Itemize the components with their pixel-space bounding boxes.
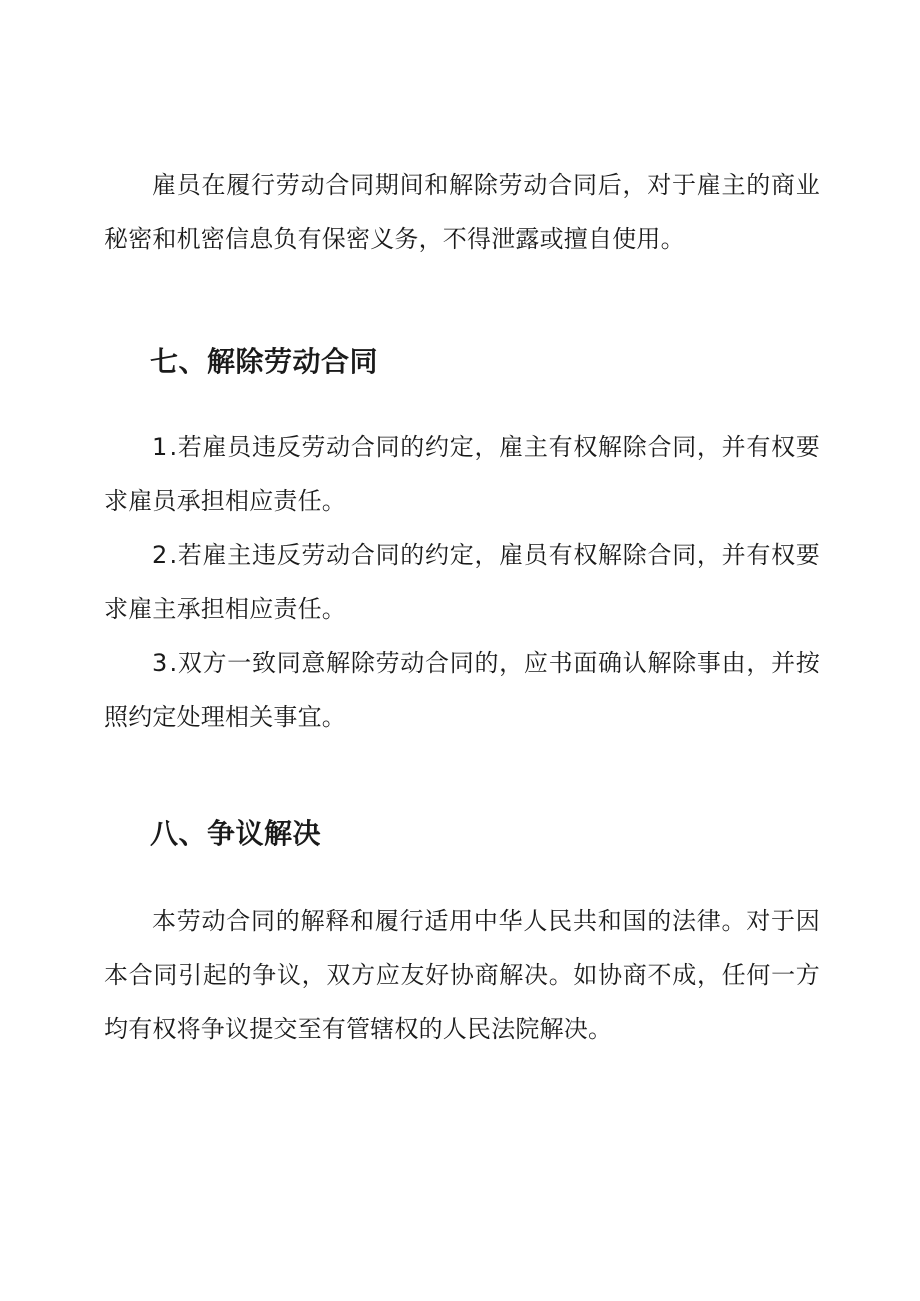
termination-item-1 [104, 420, 820, 528]
item-text: .双方一致同意解除劳动合同的，应书面确认解除事由，并按照约定处理相关事宜。 [104, 649, 820, 731]
termination-list [104, 420, 820, 744]
item-number: 2 [152, 541, 168, 569]
item-text: .若雇员违反劳动合同的约定，雇主有权解除合同，并有权要求雇员承担相应责任。 [104, 433, 820, 515]
confidentiality-paragraph: 雇员在履行劳动合同期间和解除劳动合同后，对于雇主的商业秘密和机密信息负有保密义务，不得泄露或擅自使用。 [104, 171, 820, 253]
dispute-paragraph: 本劳动合同的解释和履行适用中华人民共和国的法律。对于因本合同引起的争议，双方应友好协商解决。如协商不成，任何一方均有权将争议提交至有管辖权的人民法院解决。 [104, 907, 820, 1043]
termination-item-2 [104, 528, 820, 636]
item-number: 3 [152, 649, 168, 677]
item-text: .若雇主违反劳动合同的约定，雇员有权解除合同，并有权要求雇主承担相应责任。 [104, 541, 820, 623]
termination-item-3 [104, 636, 820, 744]
item-number: 1 [152, 433, 168, 461]
section-7-heading: 七、解除劳动合同 [150, 345, 379, 378]
section-8-heading: 八、争议解决 [150, 817, 322, 850]
